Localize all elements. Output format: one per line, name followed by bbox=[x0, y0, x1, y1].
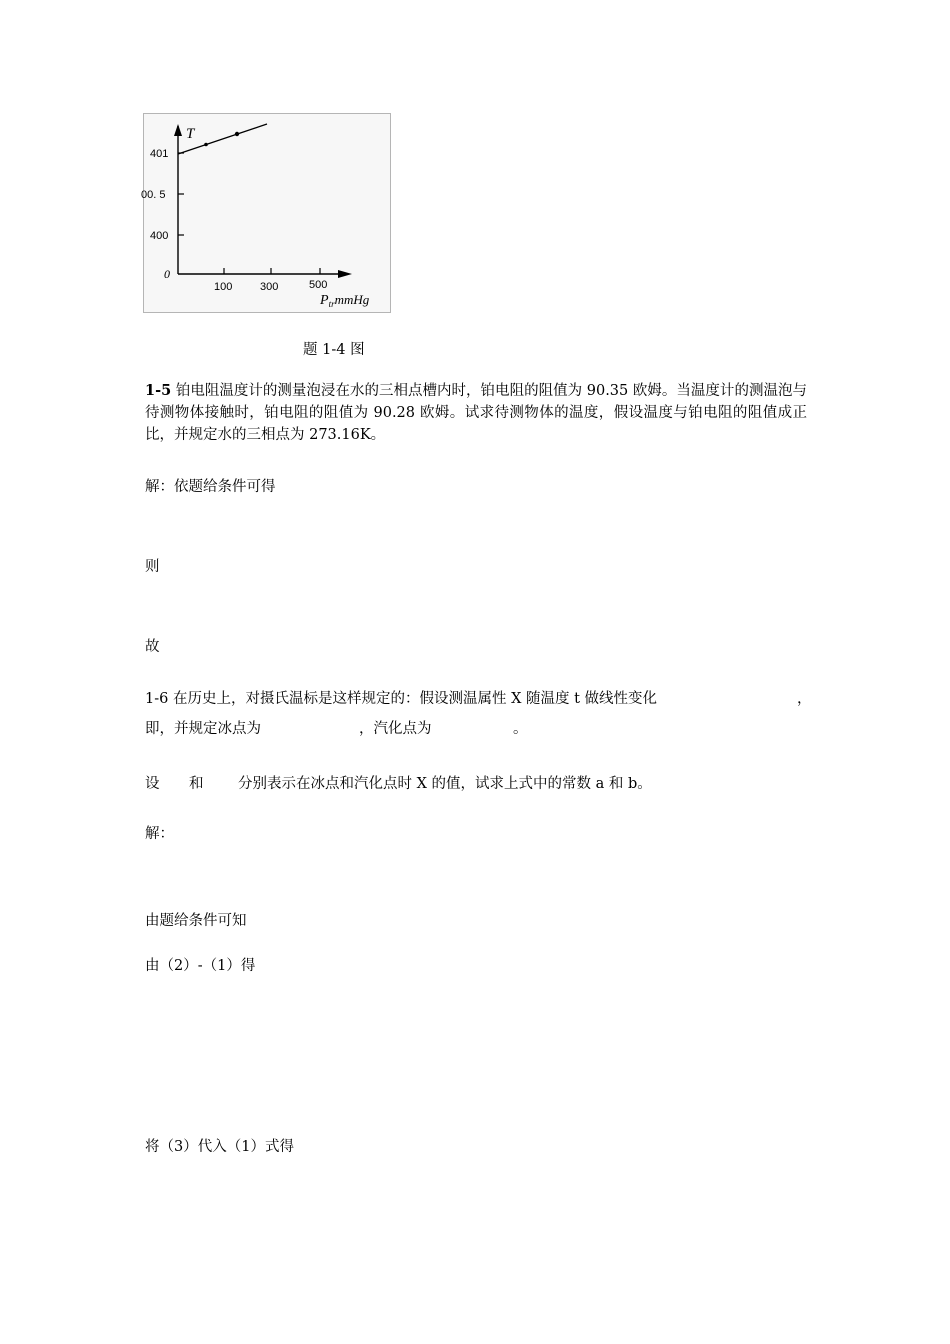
x-tick-label-300: 300 bbox=[260, 281, 279, 293]
problem-1-6-line3b: 和 bbox=[189, 776, 204, 792]
y-tick-label-400: 400 bbox=[150, 230, 169, 242]
x-axis-label: $P_{tr}mmHg$ bbox=[320, 292, 370, 309]
x-axis-arrow bbox=[338, 270, 352, 278]
x-tick-label-500: 500 bbox=[309, 279, 328, 291]
data-point bbox=[235, 132, 239, 136]
problem-text: 铂电阻温度计的测量泡浸在水的三相点槽内时，铂电阻的阻值为 90.35 欧姆。当温度计的测温泡与待测物体接触时，铂电阻的阻值为 90.28 欧姆。试求待测物体的温度，假设温度与铂电阻的阻值成正比，并规定水的三相点为 273.16K。 bbox=[145, 383, 807, 443]
known-conditions: 由题给条件可知 bbox=[145, 913, 247, 929]
therefore-label: 故 bbox=[145, 639, 160, 655]
problem-number: 1-5 bbox=[145, 382, 172, 399]
problem-1-6-line1: 1-6 在历史上，对摄氏温标是这样规定的：假设测温属性 X 随温度 t 做线性变化 bbox=[145, 691, 658, 707]
problem-1-6-line2b: ，汽化点为 bbox=[359, 721, 432, 737]
problem-1-5 bbox=[145, 380, 807, 446]
then-label: 则 bbox=[145, 559, 160, 575]
solution-intro: 解：依题给条件可得 bbox=[145, 479, 276, 495]
y-axis-label: T bbox=[186, 126, 195, 142]
problem-1-6-line3a: 设 bbox=[145, 776, 160, 792]
figure-plot bbox=[141, 114, 392, 314]
figure-caption: 题 1-4 图 bbox=[303, 342, 365, 358]
problem-1-6-line2c: 。 bbox=[513, 721, 528, 737]
y-axis-arrow bbox=[174, 124, 182, 136]
y-tick-label-400-5: 00. 5 bbox=[141, 189, 166, 201]
problem-1-6-line2a: 即，并规定冰点为 bbox=[145, 721, 261, 737]
figure-1-4 bbox=[143, 113, 391, 313]
solution-1-6: 解： bbox=[145, 826, 174, 842]
y-tick-label-0: 0 bbox=[164, 267, 170, 281]
y-tick-label-401: 401 bbox=[150, 148, 169, 160]
step-substitute: 将（3）代入（1）式得 bbox=[145, 1139, 294, 1155]
step-2-minus-1: 由（2）-（1）得 bbox=[145, 958, 256, 974]
x-tick-label-100: 100 bbox=[214, 281, 233, 293]
data-point bbox=[204, 143, 208, 147]
problem-1-6-line3c: 分别表示在冰点和汽化点时 X 的值，试求上式中的常数 a 和 b。 bbox=[238, 776, 652, 792]
problem-1-6-line1-end: ， bbox=[797, 691, 812, 707]
